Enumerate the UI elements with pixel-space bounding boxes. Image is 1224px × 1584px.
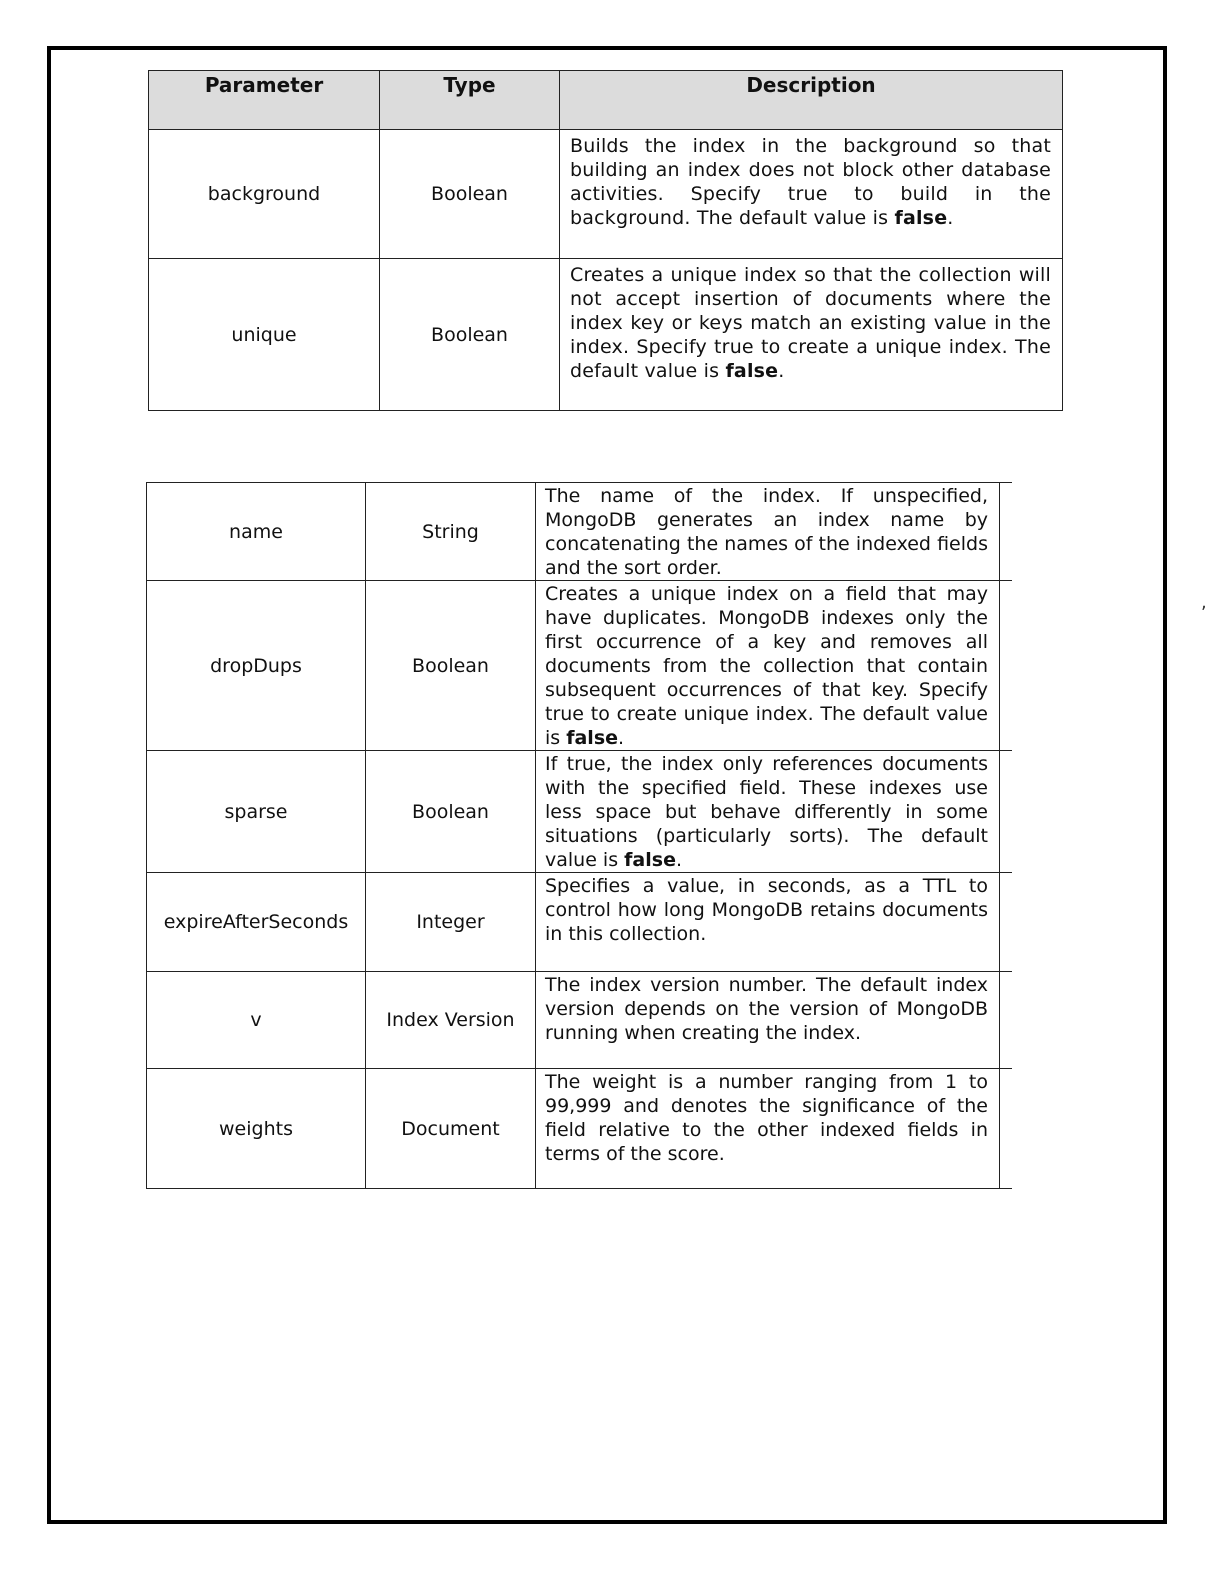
type-cell: Index Version <box>366 972 536 1069</box>
margin-mark: , <box>1201 592 1207 613</box>
type-cell: String <box>366 483 536 581</box>
row-edge <box>1000 1069 1012 1189</box>
description-end: . <box>778 360 785 382</box>
description-cell <box>536 751 1000 873</box>
param-cell: sparse <box>147 751 366 873</box>
type-cell: Boolean <box>380 259 560 411</box>
table-row <box>147 1069 1012 1189</box>
type-cell: Boolean <box>366 581 536 751</box>
header-description: Description <box>560 71 1063 130</box>
parameters-table-bottom <box>146 482 1012 1189</box>
table-row <box>149 259 1063 411</box>
param-cell: expireAfterSeconds <box>147 873 366 972</box>
type-cell: Document <box>366 1069 536 1189</box>
description-text: Creates a unique index on a field that may have duplicates. MongoDB indexes only the first occurrence of a key and removes all documents from the collection that contain subsequent occurrences of that key. Specify true to create unique index. The default value is <box>545 583 988 749</box>
description-end: . <box>618 727 625 749</box>
table-row <box>149 130 1063 259</box>
row-edge <box>1000 581 1012 751</box>
table-row <box>147 972 1012 1069</box>
description-text: The index version number. The default index version depends on the version of MongoDB running when creating the index. <box>545 974 988 1044</box>
param-cell: background <box>149 130 380 259</box>
header-parameter: Parameter <box>149 71 380 130</box>
description-text: The weight is a number ranging from 1 to 99,999 and denotes the significance of the field relative to the other indexed fields in terms of the score. <box>545 1071 988 1165</box>
default-value: false <box>566 727 619 749</box>
description-cell <box>560 130 1063 259</box>
param-cell: unique <box>149 259 380 411</box>
param-cell: dropDups <box>147 581 366 751</box>
row-edge <box>1000 972 1012 1069</box>
description-cell <box>536 873 1000 972</box>
row-edge <box>1000 483 1012 581</box>
table-row <box>147 581 1012 751</box>
table-row <box>147 751 1012 873</box>
table-row <box>147 873 1012 972</box>
description-cell <box>536 1069 1000 1189</box>
type-cell: Boolean <box>380 130 560 259</box>
description-text: The name of the index. If unspecified, MongoDB generates an index name by concatenating the names of the indexed fields and the sort order. <box>545 485 988 579</box>
description-text: Builds the index in the background so that building an index does not block other database activities. Specify true to build in the background. The default value is <box>570 135 1051 229</box>
description-text: Creates a unique index so that the collection will not accept insertion of documents where the index key or keys match an existing value in the index. Specify true to create a unique index. The default value is <box>570 264 1051 382</box>
description-cell <box>536 483 1000 581</box>
header-type: Type <box>380 71 560 130</box>
table-header-row <box>149 71 1063 130</box>
description-text: Specifies a value, in seconds, as a TTL to control how long MongoDB retains documents in this collection. <box>545 875 988 945</box>
description-text: If true, the index only references documents with the specified field. These indexes use less space but behave differently in some situations (particularly sorts). The default value is <box>545 753 988 871</box>
type-cell: Integer <box>366 873 536 972</box>
parameters-table-top <box>148 70 1063 411</box>
description-cell <box>536 972 1000 1069</box>
row-edge <box>1000 751 1012 873</box>
param-cell: name <box>147 483 366 581</box>
table-row <box>147 483 1012 581</box>
default-value: false <box>894 207 948 229</box>
param-cell: v <box>147 972 366 1069</box>
description-end: . <box>947 207 954 229</box>
type-cell: Boolean <box>366 751 536 873</box>
description-cell <box>536 581 1000 751</box>
default-value: false <box>624 849 676 871</box>
param-cell: weights <box>147 1069 366 1189</box>
row-edge <box>1000 873 1012 972</box>
default-value: false <box>725 360 779 382</box>
description-cell <box>560 259 1063 411</box>
description-end: . <box>675 849 682 871</box>
